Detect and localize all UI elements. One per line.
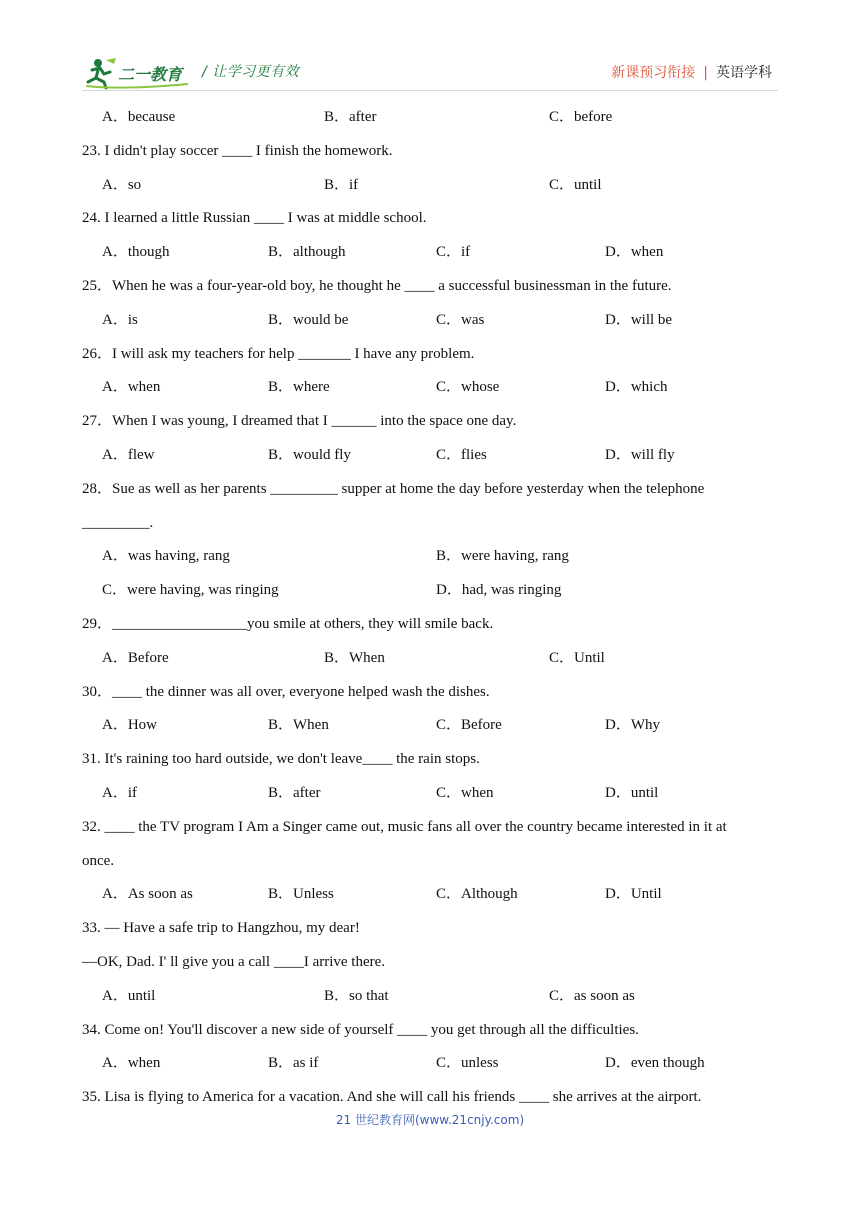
question-text: 23. I didn't play soccer ____ I finish the homework. (82, 142, 393, 159)
answer-option: B．where (268, 379, 330, 396)
answer-option: C．Until (549, 649, 605, 666)
answer-option: B．When (268, 717, 329, 734)
answer-option: B．if (324, 176, 359, 193)
answer-option: B．as if (268, 1055, 319, 1072)
answer-option: D．until (605, 785, 659, 801)
answer-option: B．were having, rang (436, 548, 569, 565)
answer-option: C．before (549, 109, 613, 125)
question-text: _________. (82, 514, 154, 531)
answer-option: B．although (268, 244, 346, 261)
answer-option: B．would fly (268, 447, 351, 463)
answer-option: D．Until (605, 886, 662, 903)
question-text: —OK, Dad. I' ll give you a call ____I arrive there. (82, 954, 386, 970)
answer-option: B．after (324, 109, 377, 125)
answer-option: C．unless (436, 1055, 499, 1072)
question-text: 25．When he was a four-year-old boy, he thought he ____ a successful businessman in the future. (82, 278, 672, 294)
answer-options (82, 780, 790, 806)
answer-option: D．even though (605, 1055, 705, 1072)
answer-option: A．flew (102, 447, 155, 463)
answer-option: A．when (102, 1055, 161, 1072)
question-text: 31. It's raining too hard outside, we don't leave____ the rain stops. (82, 751, 480, 768)
question-text: 35. Lisa is flying to America for a vacation. And she will call his friends ____ she arrives at the airport. (82, 1089, 702, 1106)
question-text: 33. — Have a safe trip to Hangzhou, my dear! (82, 920, 360, 937)
answer-option: D．will fly (605, 447, 675, 463)
subject-label: 英语学科 (716, 65, 772, 81)
answer-option: C．as soon as (549, 987, 635, 1004)
answer-option: A．because (102, 109, 176, 125)
answer-option: C．until (549, 176, 602, 193)
logo-text: 二一教育 (118, 65, 183, 84)
answer-options (82, 307, 790, 333)
question-text: 26．I will ask my teachers for help _______ I have any problem. (82, 345, 475, 362)
answer-option: A．How (102, 717, 157, 734)
question-text: 29．__________________you smile at others, they will smile back. (82, 616, 494, 632)
question-text: once. (82, 852, 115, 869)
answer-option: C．whose (436, 379, 500, 396)
answer-options (82, 645, 790, 671)
answer-options (82, 374, 790, 400)
answer-option: A．Before (102, 649, 169, 666)
answer-options (82, 712, 790, 738)
answer-option: C．was (436, 311, 485, 328)
answer-option: D．will be (605, 311, 673, 328)
answer-option: B．would be (268, 311, 349, 328)
header-separator: | (703, 65, 708, 81)
answer-option: A．so (102, 176, 142, 193)
header-divider (82, 90, 778, 91)
question-text: 34. Come on! You'll discover a new side of yourself ____ you get through all the difficulties. (82, 1021, 639, 1038)
course-label: 新课预习衔接 (611, 65, 696, 81)
answer-option: B．Unless (268, 886, 334, 903)
logo (84, 56, 194, 90)
answer-option: B．after (268, 785, 321, 801)
answer-options (82, 442, 790, 468)
answer-option: A．if (102, 785, 137, 801)
answer-option: A．As soon as (102, 886, 193, 903)
answer-options (82, 543, 790, 569)
question-text: 24. I learned a little Russian ____ I was at middle school. (82, 210, 427, 227)
question-text: 27．When I was young, I dreamed that I ______ into the space one day. (82, 413, 517, 430)
answer-option: C．Although (436, 886, 518, 903)
answer-options (82, 104, 790, 130)
question-text: 30．____ the dinner was all over, everyone helped wash the dishes. (82, 683, 490, 700)
answer-option: D．had, was ringing (436, 582, 562, 599)
answer-option: D．which (605, 379, 668, 396)
answer-option: C．flies (436, 447, 487, 463)
answer-options (82, 577, 790, 603)
page-header (0, 0, 860, 100)
answer-options (82, 983, 790, 1009)
answer-option: A．is (102, 311, 138, 328)
slogan: / 让学习更有效 (202, 64, 300, 80)
answer-option: C．were having, was ringing (102, 582, 279, 599)
answer-option: C．Before (436, 717, 502, 734)
answer-options (82, 239, 790, 265)
answer-option: B．so that (324, 987, 389, 1004)
header-course-info (611, 62, 772, 82)
answer-option: A．when (102, 379, 161, 396)
question-text: 28．Sue as well as her parents _________ supper at home the day before yesterday when the telephone (82, 480, 705, 497)
answer-options (82, 881, 790, 907)
answer-option: C．when (436, 785, 494, 801)
answer-option: D．when (605, 244, 664, 261)
answer-option: B．When (324, 649, 385, 666)
answer-options (82, 172, 790, 198)
answer-option: A．though (102, 244, 170, 261)
answer-option: A．was having, rang (102, 548, 230, 565)
question-text: 32. ____ the TV program I Am a Singer came out, music fans all over the country became interested in it at (82, 818, 727, 835)
answer-option: C．if (436, 244, 471, 261)
footer-source: 21 世纪教育网(www.21cnjy.com) (335, 1113, 525, 1127)
answer-option: D．Why (605, 717, 660, 734)
answer-options (82, 1050, 790, 1076)
answer-option: A．until (102, 987, 156, 1004)
